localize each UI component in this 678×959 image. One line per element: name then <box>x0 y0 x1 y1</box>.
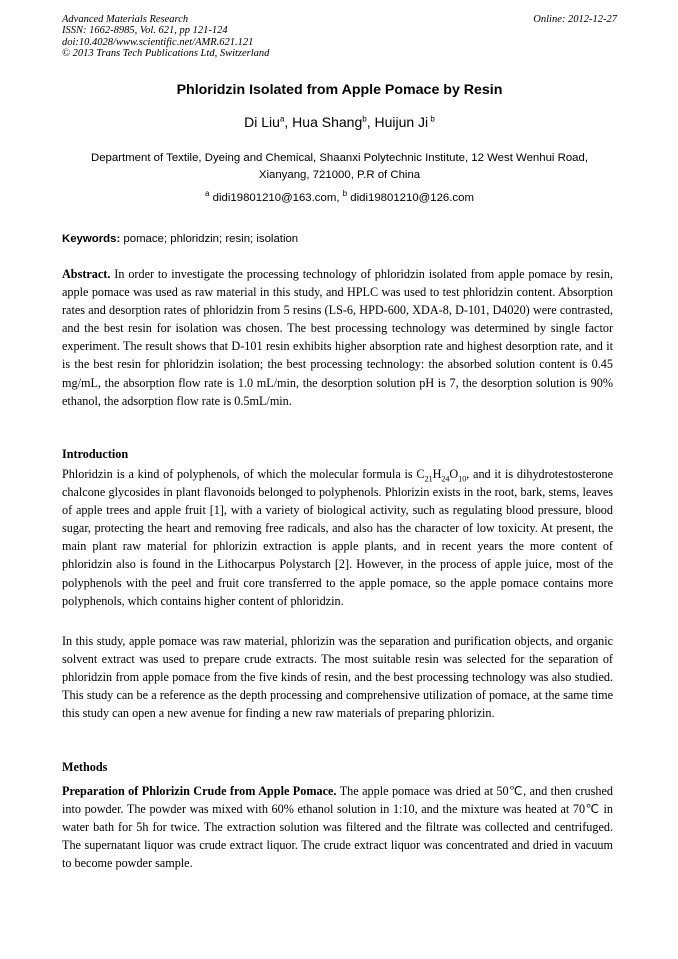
author-list <box>62 114 617 130</box>
introduction-paragraph-2 <box>62 632 613 722</box>
author-affil-mark: b <box>362 114 367 124</box>
introduction-paragraph-1 <box>62 465 613 610</box>
paragraph: In this study, apple pomace was raw material, phlorizin was the separation and purification objects, and organic solvent extract was used to prepare crude extracts. The most suitable resin was selected for the separation of phloridzin from apple pomace from the five kinds of resin, and the best processing technology was also studied. This study can be a reference as the depth processing and comprehensive utilization of pomace, at the same time this study can open a new avenue for finding a new raw materials of preparing phlorizin. <box>62 634 613 721</box>
abstract-text: In order to investigate the processing technology of phloridzin isolated from apple pomace by resin, apple pomace was used as raw material in this study, and HPLC was used to test phloridzin content. Absorption rates and desorption rates of phloridzin from 5 resins (LS-6, HPD-600, XDA-8, D-101, D4020) were contrasted, and the best resin for isolation was chosen. The best processing technology was determined by single factor experiment. The result shows that D-101 resin exhibits higher absorption rate and highest desorption rate, and it is the best resin for phloridzin isolation; the best processing technology: the absorbed solution content is 0.45 mg/mL, the absorption flow rate is 1.0 mL/min, the desorption solution pH is 7, the desorption solution is 90% ethanol, the adsorption flow rate is 0.5mL/min. <box>62 267 613 408</box>
abstract-label: Abstract. <box>62 267 111 281</box>
section-heading-methods: Methods <box>62 760 108 774</box>
journal-name: Advanced Materials Research <box>62 14 189 25</box>
abstract <box>62 265 613 410</box>
methods-paragraph <box>62 782 613 872</box>
paragraph-text: Phloridzin is a kind of polyphenols, of which the molecular formula is C <box>62 467 425 481</box>
paragraph-text: , and it is dihydrotestosterone chalcone glycosides in plant flavonoids belonged to polyphenols. Phlorizin exists in the root, bark, stems, leaves of apple trees and apple fruit [1], with a variety of biological activity, such as regulating blood pressure, blood sugar, protecting the heart and removing free radicals, and also has the character of low toxicity. At present, the main plant raw material for phlorizin extraction is apple plants, and in recent years the more content of phloridzin also is found in the Lithocarpus Polystarch [2]. However, in the process of apple juice, most of the polyphenols with the peel and fruit core transferred to the apple pomace, so the apple pomace contains more polyphenols, which contains higher content of phloridzin. <box>62 467 614 608</box>
journal-header <box>62 14 617 59</box>
email-address: didi19801210@163.com, <box>209 192 343 204</box>
email-mark: a <box>205 189 210 199</box>
paragraph <box>62 465 613 610</box>
formula-element: O <box>449 467 459 481</box>
formula-subscript: 10 <box>458 474 467 484</box>
paragraph-text: The apple pomace was dried at 50℃, and then crushed into powder. The powder was mixed with 60% ethanol solution in 1:10, and the mixture was heated at 70℃ in water bath for 5h for twice. The extraction solution was filtered and the filtrate was collected and centrifuged. The supernatant liquor was crude extract liquor. The crude extract liquor was concentrated and dried in vacuum to become powder sample. <box>62 784 613 871</box>
affiliation <box>62 150 617 184</box>
author-affil-mark: a <box>279 114 285 124</box>
formula-element: H <box>432 467 442 481</box>
keywords-label: Keywords: <box>62 233 121 245</box>
formula-subscript: 21 <box>424 474 433 484</box>
journal-issn: ISSN: 1662-8985, Vol. 621, pp 121-124 <box>62 25 228 37</box>
email-list <box>62 189 617 204</box>
paper-title: Phloridzin Isolated from Apple Pomace by Resin <box>176 82 503 98</box>
affiliation-line: Xianyang, 721000, P.R of China <box>258 169 421 181</box>
author-separator: , <box>366 114 375 130</box>
email-address: didi19801210@126.com <box>347 192 474 204</box>
author-name: Hua Shang <box>292 114 363 130</box>
affiliation-line: Department of Textile, Dyeing and Chemical, Shaanxi Polytechnic Institute, 12 West Wenhui Road, <box>90 152 589 164</box>
formula-subscript: 24 <box>441 474 450 484</box>
author-name: Di Liu <box>244 114 280 130</box>
keywords <box>62 233 617 245</box>
online-date: Online: 2012-12-27 <box>533 14 617 25</box>
abstract-paragraph <box>62 265 613 410</box>
email-mark: b <box>342 189 348 199</box>
section-heading-introduction: Introduction <box>62 447 129 461</box>
subsection-heading: Preparation of Phlorizin Crude from Apple Pomace. <box>62 784 337 798</box>
journal-copyright: © 2013 Trans Tech Publications Ltd, Switzerland <box>62 47 270 59</box>
paragraph <box>62 782 613 872</box>
keywords-text: pomace; phloridzin; resin; isolation <box>120 233 299 245</box>
author-affil-mark: b <box>428 114 435 124</box>
author-separator: , <box>284 114 293 130</box>
author-name: Huijun Ji <box>374 114 429 130</box>
journal-doi: doi:10.4028/www.scientific.net/AMR.621.121 <box>62 36 254 48</box>
